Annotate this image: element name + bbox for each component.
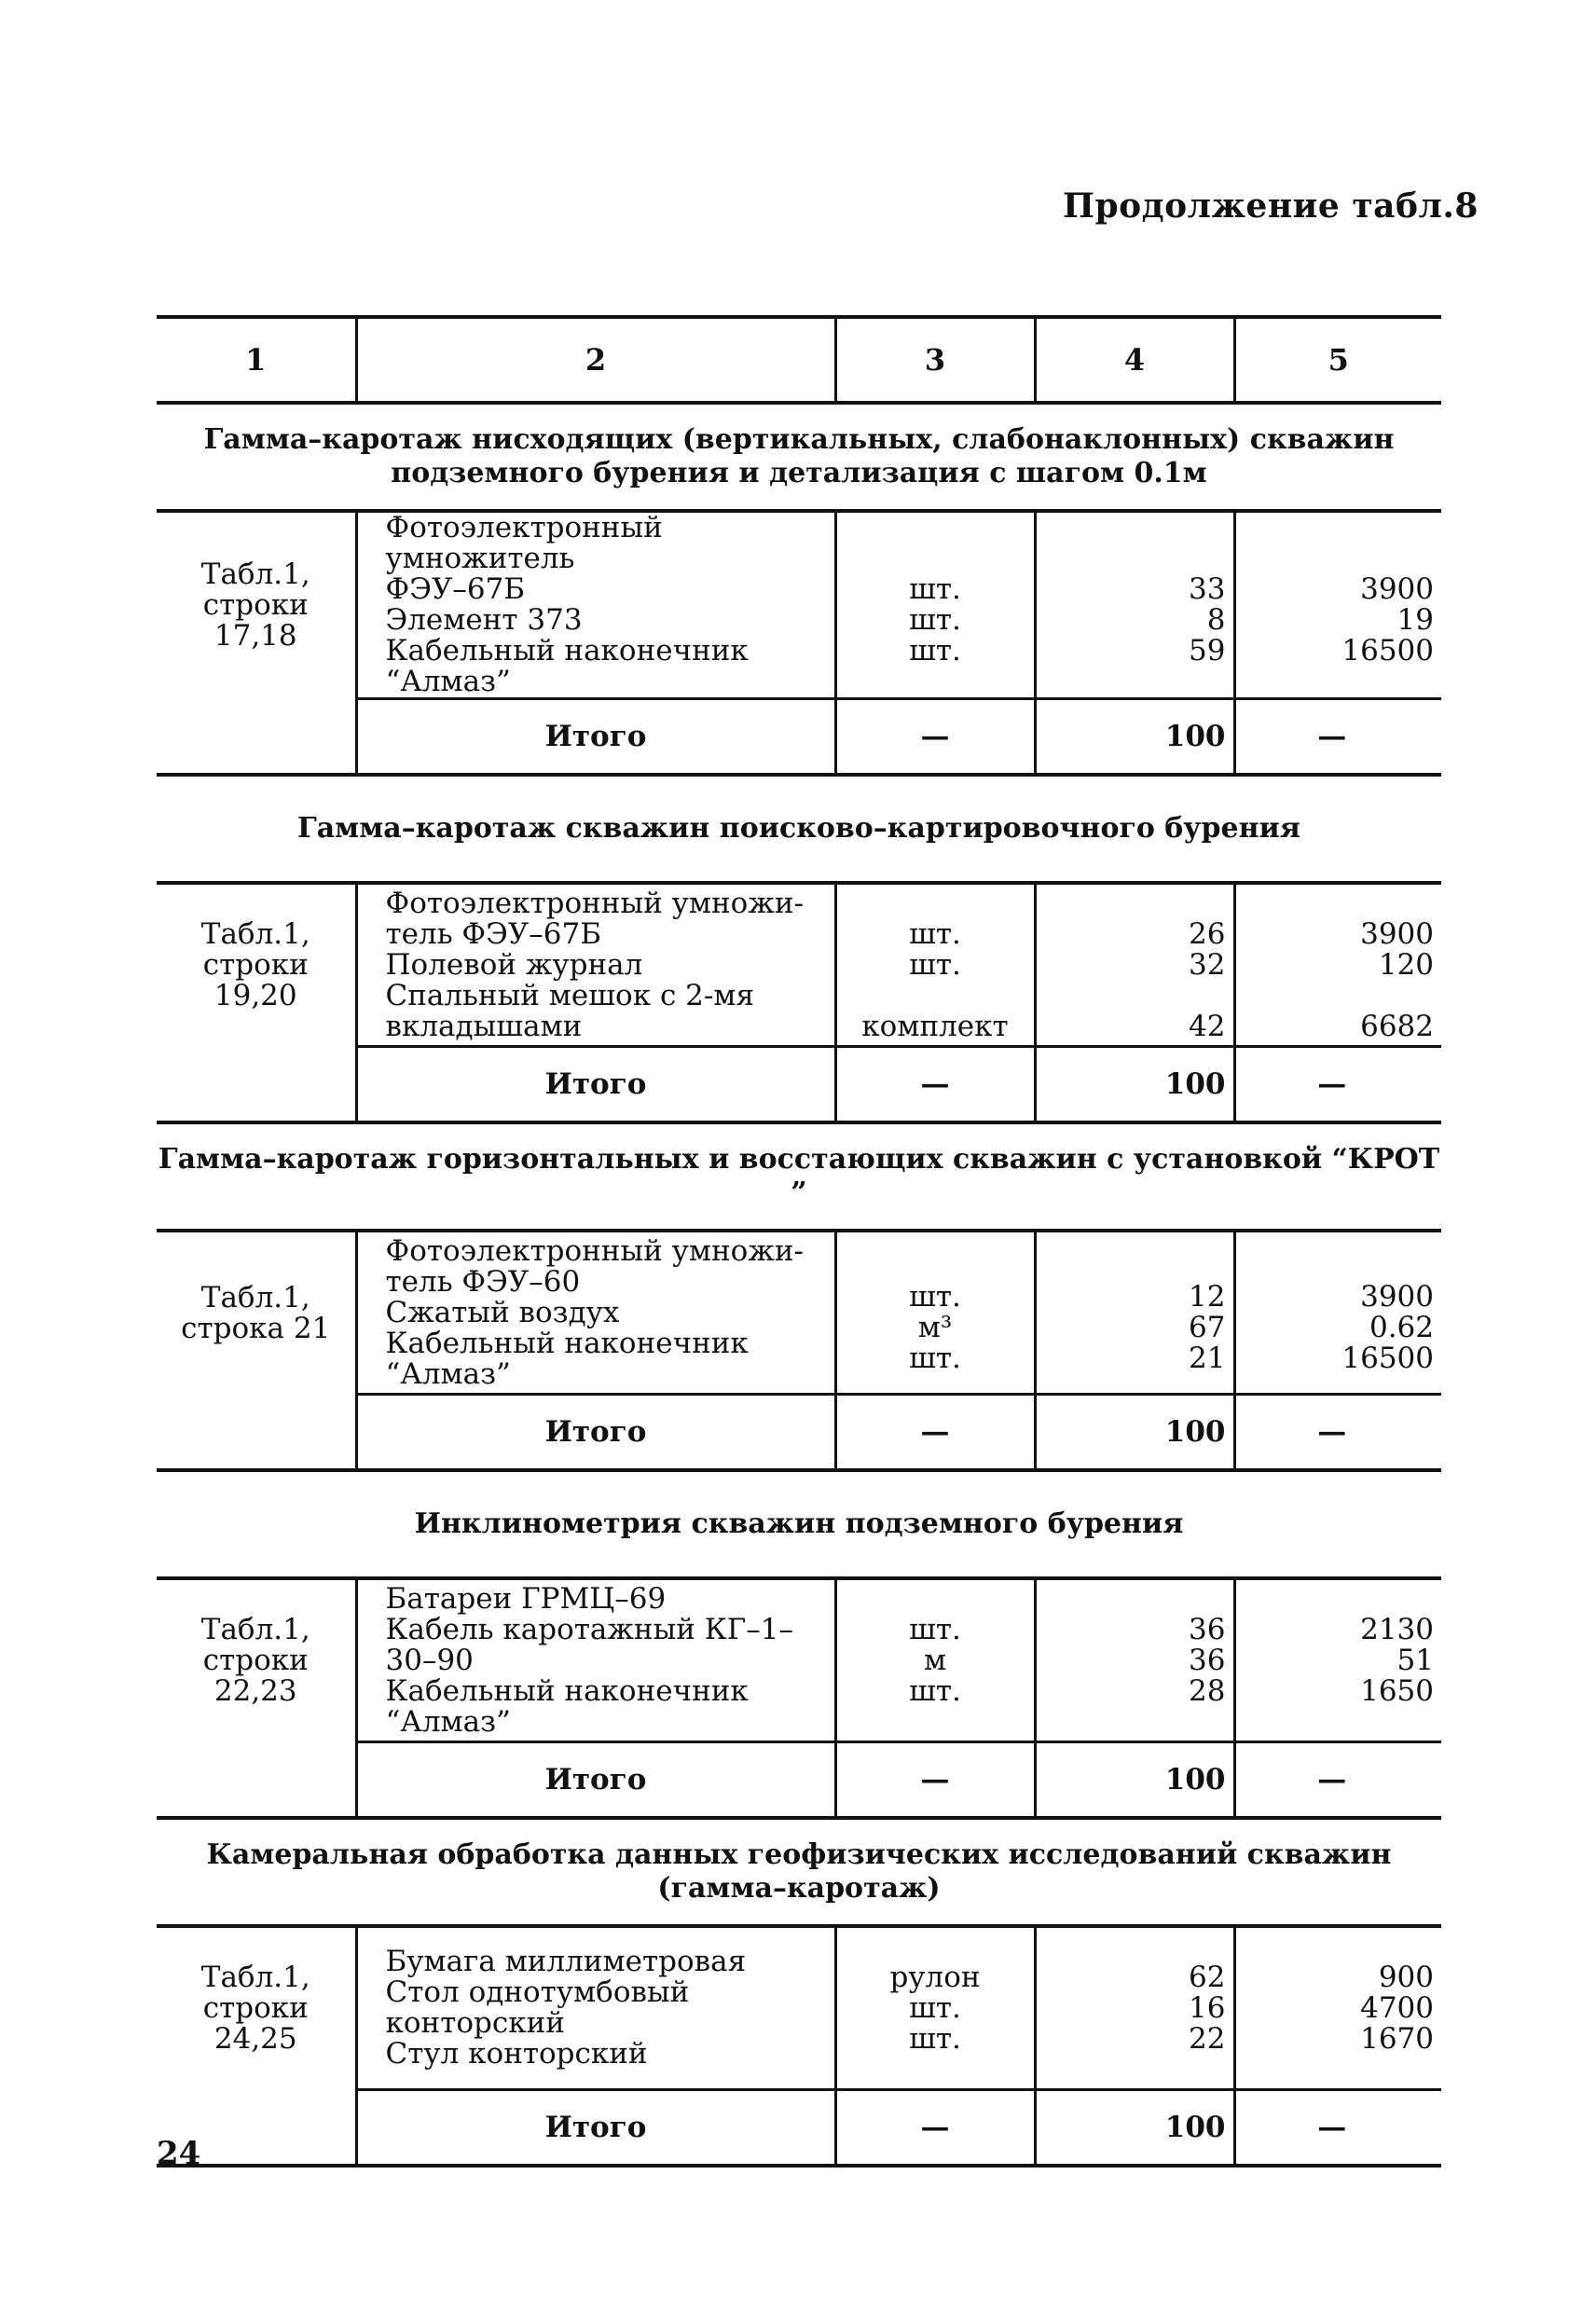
page-number: 24 xyxy=(157,2135,201,2172)
column-header: 3 xyxy=(835,317,1035,403)
column-header: 2 xyxy=(356,317,835,403)
item: вкладышами xyxy=(385,1009,583,1043)
cell-line: шт. xyxy=(909,1612,961,1646)
cell-line: шт. xyxy=(909,634,961,667)
item: Кабельный наконечник “Алмаз” xyxy=(385,634,749,698)
total-row xyxy=(157,1047,1441,1123)
page-header: Продолжение табл.8 xyxy=(1063,186,1479,226)
ref-line: строка 21 xyxy=(181,1311,331,1345)
reference-cell xyxy=(157,1926,356,2090)
cell-line: 42 xyxy=(1189,1009,1226,1043)
ref-line: 24,25 xyxy=(213,2022,297,2057)
total-row xyxy=(157,699,1441,776)
price-cell xyxy=(1234,1231,1441,1395)
total-units-dash: — xyxy=(835,1395,1035,1471)
items-cell xyxy=(356,511,835,699)
total-price-dash: — xyxy=(1234,2090,1441,2167)
total-label: Итого xyxy=(356,699,835,776)
cell-line xyxy=(1037,1251,1226,1282)
item: Стул конторский xyxy=(385,2037,648,2071)
cell-line: 16500 xyxy=(1341,634,1434,667)
item: тель ФЭУ–67Б xyxy=(385,916,602,951)
qty-cell xyxy=(1035,511,1234,699)
table-row xyxy=(157,1578,1441,1742)
total-price-dash: — xyxy=(1234,1047,1441,1123)
items-cell xyxy=(356,1926,835,2090)
cell-line: шт. xyxy=(909,2021,961,2056)
units-cell xyxy=(835,1578,1035,1742)
ref-line: Табл.1, xyxy=(200,1280,310,1314)
cell-line xyxy=(1037,981,1226,1012)
ref-line: 19,20 xyxy=(213,979,297,1013)
cell-line xyxy=(1037,888,1226,919)
cell-line: 3900 xyxy=(1360,572,1434,606)
total-price-dash: — xyxy=(1234,699,1441,776)
cell-line: шт. xyxy=(909,916,961,951)
cell-line: шт. xyxy=(909,572,961,606)
item: Сжатый воздух xyxy=(385,1295,620,1329)
price-cell xyxy=(1234,1578,1441,1742)
item: Бумага миллиметровая xyxy=(385,1945,747,1978)
items-cell xyxy=(356,1231,835,1395)
total-row xyxy=(157,1395,1441,1471)
cell-line: шт. xyxy=(909,1673,961,1708)
cell-line: шт. xyxy=(909,1342,961,1375)
cell-line: 21 xyxy=(1189,1342,1226,1375)
cell-line: м xyxy=(923,1643,947,1677)
cell-line: 6682 xyxy=(1360,1009,1434,1043)
total-qty: 100 xyxy=(1035,699,1234,776)
ref-line: строки xyxy=(202,1644,309,1678)
column-header: 4 xyxy=(1035,317,1234,403)
cell-line xyxy=(837,1251,1034,1282)
section-title: Гамма–каротаж горизонтальных и восстающих скважин с установкой “КРОТ ” xyxy=(157,1122,1441,1231)
ref-line: Табл.1, xyxy=(200,1961,310,1995)
table-row xyxy=(157,883,1441,1047)
cell-line: 33 xyxy=(1189,572,1226,606)
ref-line: 22,23 xyxy=(213,1674,297,1709)
cell-line: 36 xyxy=(1189,1612,1226,1646)
item: Стол однотумбовый конторский xyxy=(385,1975,690,2040)
cell-line: 22 xyxy=(1189,2021,1226,2056)
section-title-row xyxy=(157,775,1441,883)
cell-line: 36 xyxy=(1189,1643,1226,1677)
ref-line: строки xyxy=(202,948,309,983)
qty-cell xyxy=(1035,1231,1234,1395)
table-row xyxy=(157,1231,1441,1395)
column-header: 1 xyxy=(157,317,356,403)
total-label: Итого xyxy=(356,2090,835,2167)
total-qty: 100 xyxy=(1035,1047,1234,1123)
total-price-dash: — xyxy=(1234,1395,1441,1471)
total-row xyxy=(157,2090,1441,2167)
cell-line: 26 xyxy=(1189,916,1226,951)
table-header-row xyxy=(157,317,1441,403)
cell-line: 16500 xyxy=(1341,1342,1434,1375)
units-cell xyxy=(835,1231,1035,1395)
items-cell xyxy=(356,883,835,1047)
item: тель ФЭУ–60 xyxy=(385,1264,581,1299)
total-label: Итого xyxy=(356,1395,835,1471)
price-cell xyxy=(1234,883,1441,1047)
table-row xyxy=(157,1926,1441,2090)
section-title-row xyxy=(157,1470,1441,1578)
cell-line xyxy=(837,888,1034,919)
units-cell xyxy=(835,883,1035,1047)
total-ref-cell xyxy=(157,1395,356,1471)
total-price-dash: — xyxy=(1234,1742,1441,1819)
section-title: Инклинометрия скважин подземного бурения xyxy=(157,1470,1441,1578)
price-cell xyxy=(1234,511,1441,699)
units-cell xyxy=(835,1926,1035,2090)
cell-line: комплект xyxy=(861,1009,1009,1043)
table-row xyxy=(157,511,1441,699)
cell-line: 19 xyxy=(1396,603,1434,637)
item: Фотоэлектронный умножи- xyxy=(385,1233,804,1268)
cell-line xyxy=(837,981,1034,1012)
reference-cell xyxy=(157,883,356,1047)
cell-line: 1650 xyxy=(1360,1673,1434,1708)
item: Фотоэлектронный умножитель xyxy=(385,511,663,575)
cell-line: м³ xyxy=(917,1311,953,1344)
qty-cell xyxy=(1035,883,1234,1047)
cell-line: шт. xyxy=(909,1280,961,1314)
total-qty: 100 xyxy=(1035,1395,1234,1471)
item: Элемент 373 xyxy=(385,603,583,637)
total-qty: 100 xyxy=(1035,2090,1234,2167)
ref-line: строки xyxy=(202,1991,309,2026)
section-title-row xyxy=(157,1818,1441,1926)
cell-line: 59 xyxy=(1189,634,1226,667)
reference-cell xyxy=(157,511,356,699)
cell-line: 12 xyxy=(1189,1280,1226,1314)
total-ref-cell xyxy=(157,1742,356,1819)
cell-line: 16 xyxy=(1189,1990,1226,2025)
ref-line: Табл.1, xyxy=(200,557,310,592)
total-ref-cell xyxy=(157,699,356,776)
cell-line: 3900 xyxy=(1360,916,1434,951)
cell-line: 4700 xyxy=(1360,1990,1434,2025)
cell-line: 0.62 xyxy=(1369,1311,1434,1344)
cell-line: 51 xyxy=(1396,1643,1434,1677)
cell-line: 8 xyxy=(1206,603,1226,637)
item: Спальный мешок с 2-мя xyxy=(385,978,755,1012)
item: ФЭУ–67Б xyxy=(385,572,526,606)
section-title: Гамма–каротаж нисходящих (вертикальных, слабонаклонных) скважин подземного бурения и детализация с шагом 0.1м xyxy=(157,403,1441,511)
total-units-dash: — xyxy=(835,1047,1035,1123)
item: Кабельный наконечник “Алмаз” xyxy=(385,1326,749,1391)
cell-line: 28 xyxy=(1189,1673,1226,1708)
total-label: Итого xyxy=(356,1047,835,1123)
cell-line: 1670 xyxy=(1360,2021,1434,2056)
item: Полевой журнал xyxy=(385,947,643,982)
cell-line: 32 xyxy=(1189,947,1226,982)
cell-line xyxy=(1037,544,1226,574)
cell-line xyxy=(837,544,1034,574)
cell-line xyxy=(1236,981,1435,1012)
materials-table xyxy=(157,315,1441,2168)
total-ref-cell xyxy=(157,1047,356,1123)
total-units-dash: — xyxy=(835,2090,1035,2167)
cell-line: шт. xyxy=(909,1990,961,2025)
qty-cell xyxy=(1035,1578,1234,1742)
column-header: 5 xyxy=(1234,317,1441,403)
cell-line: 3900 xyxy=(1360,1280,1434,1314)
ref-line: строки xyxy=(202,588,309,623)
section-title: Гамма–каротаж скважин поисково–картировочного бурения xyxy=(157,775,1441,883)
cell-line xyxy=(1236,544,1435,574)
total-row xyxy=(157,1742,1441,1819)
cell-line: шт. xyxy=(909,947,961,982)
section-title-row xyxy=(157,1122,1441,1231)
total-units-dash: — xyxy=(835,699,1035,776)
item: Батареи ГРМЦ–69 xyxy=(385,1581,667,1616)
section-title: Камеральная обработка данных геофизических исследований скважин (гамма–каротаж) xyxy=(157,1818,1441,1926)
cell-line: шт. xyxy=(909,603,961,637)
price-cell xyxy=(1234,1926,1441,2090)
reference-cell xyxy=(157,1578,356,1742)
qty-cell xyxy=(1035,1926,1234,2090)
cell-line: 67 xyxy=(1189,1311,1226,1344)
cell-line: 120 xyxy=(1378,947,1434,982)
cell-line: рулон xyxy=(889,1960,981,1994)
units-cell xyxy=(835,511,1035,699)
ref-line: 17,18 xyxy=(213,619,297,654)
item: Кабель каротажный КГ–1–30–90 xyxy=(385,1612,794,1677)
cell-line: 62 xyxy=(1189,1960,1226,1994)
cell-line: 900 xyxy=(1378,1960,1434,1994)
cell-line xyxy=(1236,1251,1435,1282)
cell-line xyxy=(1236,888,1435,919)
item: Фотоэлектронный умножи- xyxy=(385,886,804,920)
ref-line: Табл.1, xyxy=(200,917,310,952)
item: Кабельный наконечник “Алмаз” xyxy=(385,1673,749,1739)
total-qty: 100 xyxy=(1035,1742,1234,1819)
reference-cell xyxy=(157,1231,356,1395)
cell-line: 2130 xyxy=(1360,1612,1434,1646)
total-units-dash: — xyxy=(835,1742,1035,1819)
section-title-row xyxy=(157,403,1441,511)
items-cell xyxy=(356,1578,835,1742)
ref-line: Табл.1, xyxy=(200,1613,310,1647)
total-label: Итого xyxy=(356,1742,835,1819)
